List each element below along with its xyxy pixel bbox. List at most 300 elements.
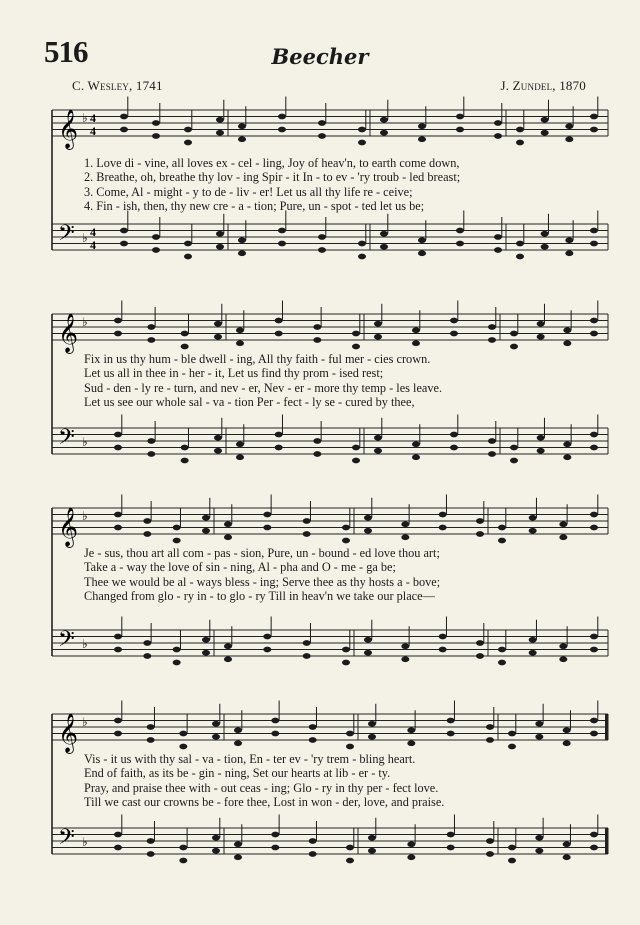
note-head bbox=[510, 344, 518, 350]
note-head bbox=[418, 123, 426, 129]
note-head bbox=[275, 432, 283, 438]
note-head bbox=[318, 120, 326, 126]
key-signature-flat-icon: ♭ bbox=[82, 715, 88, 729]
verse-line: Thee we would be al - ways bless - ing; Serve thee as thy hosts a - bove; bbox=[84, 574, 441, 589]
note-head bbox=[275, 318, 283, 324]
key-signature-flat-icon: ♭ bbox=[82, 315, 88, 329]
key-signature-flat-icon: ♭ bbox=[82, 231, 88, 245]
note-head bbox=[418, 250, 426, 256]
note-head bbox=[565, 123, 573, 129]
note-head bbox=[407, 854, 415, 860]
note-head bbox=[374, 321, 382, 327]
note-head bbox=[486, 724, 494, 730]
note-head bbox=[271, 731, 279, 737]
music-system-1 bbox=[48, 96, 612, 266]
note-head bbox=[456, 114, 464, 120]
verse-line: Changed from glo - ry in - to glo - ry Till in heav'n we take our place— bbox=[84, 588, 435, 603]
verse-line: Sud - den - ly re - turn, and nev - er, Nev - er - more thy temp - les leave. bbox=[84, 380, 443, 395]
note-head bbox=[234, 740, 242, 746]
note-head bbox=[114, 525, 122, 531]
note-head bbox=[152, 120, 160, 126]
treble-clef-icon: 𝄞 bbox=[58, 507, 79, 547]
note-head bbox=[418, 136, 426, 142]
note-head bbox=[380, 117, 388, 123]
note-head bbox=[236, 454, 244, 460]
note-head bbox=[358, 254, 366, 260]
note-head bbox=[179, 731, 187, 737]
note-head bbox=[342, 525, 350, 531]
note-head bbox=[401, 656, 409, 662]
note-head bbox=[412, 454, 420, 460]
note-head bbox=[234, 854, 242, 860]
note-head bbox=[494, 133, 502, 139]
note-head bbox=[529, 528, 537, 534]
key-signature-flat-icon: ♭ bbox=[82, 835, 88, 849]
verse-line: Let us see our whole sal - va - tion Per - fect - ly se - cured by thee, bbox=[84, 394, 415, 409]
note-head bbox=[412, 340, 420, 346]
note-head bbox=[590, 241, 598, 247]
note-head bbox=[450, 331, 458, 337]
note-head bbox=[202, 637, 210, 643]
note-head bbox=[590, 845, 598, 851]
note-head bbox=[563, 841, 571, 847]
note-head bbox=[318, 234, 326, 240]
note-head bbox=[364, 637, 372, 643]
note-head bbox=[565, 237, 573, 243]
note-head bbox=[147, 851, 155, 857]
note-head bbox=[214, 448, 222, 454]
note-head bbox=[214, 435, 222, 441]
note-head bbox=[510, 445, 518, 451]
key-signature-flat-icon: ♭ bbox=[82, 111, 88, 125]
note-head bbox=[486, 851, 494, 857]
note-head bbox=[563, 727, 571, 733]
note-head bbox=[224, 656, 232, 662]
note-head bbox=[537, 321, 545, 327]
note-head bbox=[313, 451, 321, 457]
note-head bbox=[114, 445, 122, 451]
note-head bbox=[352, 331, 360, 337]
note-head bbox=[303, 518, 311, 524]
note-head bbox=[120, 228, 128, 234]
note-head bbox=[537, 448, 545, 454]
verse-line: 4. Fin - ish, then, thy new cre - a - tion; Pure, un - spot - ted let us be; bbox=[84, 198, 425, 213]
note-head bbox=[563, 340, 571, 346]
note-head bbox=[590, 331, 598, 337]
note-head bbox=[114, 845, 122, 851]
verse-line: Je - sus, thou art all com - pas - sion, Pure, un - bound - ed love thou art; bbox=[84, 546, 440, 560]
note-head bbox=[212, 734, 220, 740]
note-head bbox=[374, 435, 382, 441]
verse-line: Till we cast our crowns be - fore thee, Lost in won - der, love, and praise. bbox=[84, 794, 445, 809]
note-head bbox=[309, 737, 317, 743]
note-head bbox=[184, 254, 192, 260]
note-head bbox=[120, 127, 128, 133]
verse-line: Fix in us thy hum - ble dwell - ing, All thy faith - ful mer - cies crown. bbox=[84, 352, 431, 366]
verse-block bbox=[48, 546, 612, 603]
music-system-4 bbox=[48, 700, 612, 875]
note-head bbox=[212, 848, 220, 854]
note-head bbox=[275, 331, 283, 337]
bass-clef-icon: 𝄢 bbox=[58, 825, 75, 855]
note-head bbox=[143, 531, 151, 537]
note-head bbox=[234, 841, 242, 847]
note-head bbox=[179, 858, 187, 864]
note-head bbox=[358, 241, 366, 247]
note-head bbox=[202, 528, 210, 534]
note-head bbox=[309, 724, 317, 730]
note-head bbox=[456, 127, 464, 133]
note-head bbox=[181, 458, 189, 464]
note-head bbox=[143, 518, 151, 524]
note-head bbox=[202, 515, 210, 521]
note-head bbox=[120, 114, 128, 120]
note-head bbox=[212, 721, 220, 727]
note-head bbox=[563, 441, 571, 447]
note-head bbox=[537, 435, 545, 441]
note-head bbox=[516, 254, 524, 260]
note-head bbox=[537, 334, 545, 340]
bass-clef-icon: 𝄢 bbox=[58, 425, 75, 455]
note-head bbox=[412, 327, 420, 333]
note-head bbox=[224, 534, 232, 540]
note-head bbox=[318, 133, 326, 139]
note-head bbox=[364, 528, 372, 534]
note-head bbox=[147, 451, 155, 457]
note-head bbox=[590, 718, 598, 724]
music-credit: J. Zundel, 1870 bbox=[500, 78, 586, 93]
note-head bbox=[313, 438, 321, 444]
note-head bbox=[559, 534, 567, 540]
note-head bbox=[476, 640, 484, 646]
note-head bbox=[214, 334, 222, 340]
note-head bbox=[563, 854, 571, 860]
note-head bbox=[275, 445, 283, 451]
note-head bbox=[120, 241, 128, 247]
note-head bbox=[184, 140, 192, 146]
note-head bbox=[439, 634, 447, 640]
note-head bbox=[303, 640, 311, 646]
note-head bbox=[401, 521, 409, 527]
note-head bbox=[352, 344, 360, 350]
note-head bbox=[173, 538, 181, 544]
note-head bbox=[236, 340, 244, 346]
verse-line: Take a - way the love of sin - ning, Al - pha and O - me - ga be; bbox=[84, 560, 396, 575]
note-head bbox=[494, 247, 502, 253]
note-head bbox=[590, 432, 598, 438]
note-head bbox=[476, 531, 484, 537]
note-head bbox=[236, 441, 244, 447]
note-head bbox=[535, 835, 543, 841]
note-head bbox=[114, 832, 122, 838]
note-head bbox=[114, 634, 122, 640]
note-head bbox=[346, 744, 354, 750]
note-head bbox=[439, 512, 447, 518]
bass-clef-icon: 𝄢 bbox=[58, 627, 75, 657]
note-head bbox=[535, 848, 543, 854]
music-system-3 bbox=[48, 494, 612, 674]
note-head bbox=[238, 123, 246, 129]
note-head bbox=[236, 327, 244, 333]
note-head bbox=[374, 448, 382, 454]
note-head bbox=[216, 231, 224, 237]
note-head bbox=[179, 744, 187, 750]
note-head bbox=[238, 250, 246, 256]
treble-clef-icon: 𝄞 bbox=[58, 313, 79, 353]
note-head bbox=[263, 525, 271, 531]
note-head bbox=[224, 521, 232, 527]
note-head bbox=[407, 740, 415, 746]
note-head bbox=[278, 228, 286, 234]
hymn-number: 516 bbox=[44, 34, 88, 69]
note-head bbox=[450, 445, 458, 451]
note-head bbox=[498, 525, 506, 531]
note-head bbox=[508, 845, 516, 851]
verse-line: 2. Breathe, oh, breathe thy lov - ing Spir - it In - to ev - 'ry troub - led breast; bbox=[84, 170, 461, 185]
note-head bbox=[590, 445, 598, 451]
treble-clef-icon: 𝄞 bbox=[58, 713, 79, 753]
note-head bbox=[498, 647, 506, 653]
music-system-2 bbox=[48, 300, 612, 470]
note-head bbox=[374, 334, 382, 340]
note-head bbox=[114, 318, 122, 324]
note-head bbox=[114, 331, 122, 337]
time-signature-icon: 4 bbox=[90, 124, 96, 138]
note-head bbox=[238, 237, 246, 243]
note-head bbox=[508, 858, 516, 864]
note-head bbox=[535, 721, 543, 727]
note-head bbox=[488, 324, 496, 330]
note-head bbox=[147, 337, 155, 343]
final-barline bbox=[605, 828, 609, 854]
bass-clef-icon: 𝄢 bbox=[58, 221, 75, 251]
note-head bbox=[447, 718, 455, 724]
note-head bbox=[488, 451, 496, 457]
note-head bbox=[216, 130, 224, 136]
note-head bbox=[590, 525, 598, 531]
note-head bbox=[488, 337, 496, 343]
note-head bbox=[450, 318, 458, 324]
verse-block bbox=[48, 752, 612, 809]
note-head bbox=[508, 744, 516, 750]
time-signature-icon: 4 bbox=[90, 225, 96, 239]
note-head bbox=[143, 653, 151, 659]
note-head bbox=[590, 634, 598, 640]
words-credit: C. Wesley, 1741 bbox=[72, 78, 163, 93]
note-head bbox=[450, 432, 458, 438]
note-head bbox=[238, 136, 246, 142]
note-head bbox=[380, 231, 388, 237]
note-head bbox=[173, 525, 181, 531]
note-head bbox=[510, 331, 518, 337]
note-head bbox=[401, 643, 409, 649]
note-head bbox=[346, 731, 354, 737]
note-head bbox=[173, 647, 181, 653]
note-head bbox=[147, 324, 155, 330]
note-head bbox=[352, 445, 360, 451]
note-head bbox=[380, 130, 388, 136]
note-head bbox=[303, 653, 311, 659]
note-head bbox=[541, 117, 549, 123]
note-head bbox=[114, 512, 122, 518]
verse-line: Let us all in thee in - her - it, Let us find thy prom - ised rest; bbox=[84, 366, 384, 381]
note-head bbox=[212, 835, 220, 841]
time-signature-icon: 4 bbox=[90, 111, 96, 125]
note-head bbox=[563, 454, 571, 460]
note-head bbox=[309, 838, 317, 844]
note-head bbox=[114, 731, 122, 737]
note-head bbox=[590, 731, 598, 737]
note-head bbox=[565, 136, 573, 142]
note-head bbox=[508, 731, 516, 737]
note-head bbox=[184, 241, 192, 247]
note-head bbox=[152, 234, 160, 240]
note-head bbox=[278, 114, 286, 120]
note-head bbox=[407, 841, 415, 847]
note-head bbox=[516, 140, 524, 146]
note-head bbox=[216, 244, 224, 250]
note-head bbox=[456, 241, 464, 247]
note-head bbox=[412, 441, 420, 447]
verse-line: 3. Come, Al - might - y to de - liv - er! Let us all thy life re - ceive; bbox=[84, 184, 413, 199]
note-head bbox=[559, 656, 567, 662]
note-head bbox=[498, 660, 506, 666]
note-head bbox=[224, 643, 232, 649]
note-head bbox=[590, 512, 598, 518]
note-head bbox=[342, 647, 350, 653]
note-head bbox=[114, 718, 122, 724]
note-head bbox=[181, 445, 189, 451]
note-head bbox=[590, 127, 598, 133]
note-head bbox=[309, 851, 317, 857]
note-head bbox=[541, 130, 549, 136]
note-head bbox=[541, 231, 549, 237]
note-head bbox=[181, 331, 189, 337]
note-head bbox=[559, 643, 567, 649]
note-head bbox=[184, 127, 192, 133]
key-signature-flat-icon: ♭ bbox=[82, 435, 88, 449]
note-head bbox=[447, 845, 455, 851]
note-head bbox=[447, 832, 455, 838]
note-head bbox=[563, 740, 571, 746]
note-head bbox=[486, 838, 494, 844]
note-head bbox=[401, 534, 409, 540]
note-head bbox=[368, 721, 376, 727]
note-head bbox=[590, 832, 598, 838]
note-head bbox=[278, 241, 286, 247]
note-head bbox=[358, 127, 366, 133]
note-head bbox=[590, 228, 598, 234]
note-head bbox=[368, 734, 376, 740]
note-head bbox=[346, 845, 354, 851]
key-signature-flat-icon: ♭ bbox=[82, 509, 88, 523]
note-head bbox=[529, 650, 537, 656]
note-head bbox=[214, 321, 222, 327]
note-head bbox=[590, 114, 598, 120]
note-head bbox=[476, 653, 484, 659]
note-head bbox=[263, 634, 271, 640]
verse-line: 1. Love di - vine, all loves ex - cel - ling, Joy of heav'n, to earth come down, bbox=[84, 156, 460, 170]
note-head bbox=[407, 727, 415, 733]
note-head bbox=[202, 650, 210, 656]
note-head bbox=[152, 133, 160, 139]
note-head bbox=[342, 538, 350, 544]
verse-line: Vis - it us with thy sal - va - tion, En - ter ev - 'ry trem - bling heart. bbox=[84, 752, 416, 766]
note-head bbox=[271, 718, 279, 724]
verse-line: End of faith, as its be - gin - ning, Set our hearts at lib - er - ty. bbox=[84, 766, 391, 781]
note-head bbox=[380, 244, 388, 250]
note-head bbox=[114, 432, 122, 438]
treble-clef-icon: 𝄞 bbox=[58, 109, 79, 149]
note-head bbox=[364, 650, 372, 656]
final-barline bbox=[605, 714, 609, 740]
note-head bbox=[529, 637, 537, 643]
note-head bbox=[114, 647, 122, 653]
note-head bbox=[447, 731, 455, 737]
note-head bbox=[418, 237, 426, 243]
note-head bbox=[456, 228, 464, 234]
note-head bbox=[152, 247, 160, 253]
time-signature-icon: 4 bbox=[90, 238, 96, 252]
note-head bbox=[476, 518, 484, 524]
note-head bbox=[535, 734, 543, 740]
note-head bbox=[565, 250, 573, 256]
note-head bbox=[439, 647, 447, 653]
note-head bbox=[147, 737, 155, 743]
note-head bbox=[368, 848, 376, 854]
note-head bbox=[143, 640, 151, 646]
note-head bbox=[488, 438, 496, 444]
note-head bbox=[563, 327, 571, 333]
note-head bbox=[313, 337, 321, 343]
note-head bbox=[590, 318, 598, 324]
note-head bbox=[173, 660, 181, 666]
note-head bbox=[147, 438, 155, 444]
note-head bbox=[147, 724, 155, 730]
note-head bbox=[216, 117, 224, 123]
note-head bbox=[179, 845, 187, 851]
note-head bbox=[313, 324, 321, 330]
note-head bbox=[494, 120, 502, 126]
tune-name: Beecher bbox=[271, 44, 369, 69]
note-head bbox=[486, 737, 494, 743]
verse-line: Pray, and praise thee with - out ceas - ing; Glo - ry in thy per - fect love. bbox=[84, 780, 439, 795]
note-head bbox=[147, 838, 155, 844]
note-head bbox=[559, 521, 567, 527]
note-head bbox=[181, 344, 189, 350]
note-head bbox=[234, 727, 242, 733]
note-head bbox=[263, 512, 271, 518]
note-head bbox=[516, 241, 524, 247]
note-head bbox=[263, 647, 271, 653]
note-head bbox=[303, 531, 311, 537]
note-head bbox=[439, 525, 447, 531]
note-head bbox=[498, 538, 506, 544]
note-head bbox=[346, 858, 354, 864]
note-head bbox=[529, 515, 537, 521]
note-head bbox=[278, 127, 286, 133]
key-signature-flat-icon: ♭ bbox=[82, 637, 88, 651]
note-head bbox=[494, 234, 502, 240]
note-head bbox=[364, 515, 372, 521]
verse-block bbox=[48, 156, 612, 213]
note-head bbox=[590, 647, 598, 653]
note-head bbox=[516, 127, 524, 133]
note-head bbox=[541, 244, 549, 250]
verse-block bbox=[48, 352, 612, 409]
note-head bbox=[342, 660, 350, 666]
note-head bbox=[368, 835, 376, 841]
